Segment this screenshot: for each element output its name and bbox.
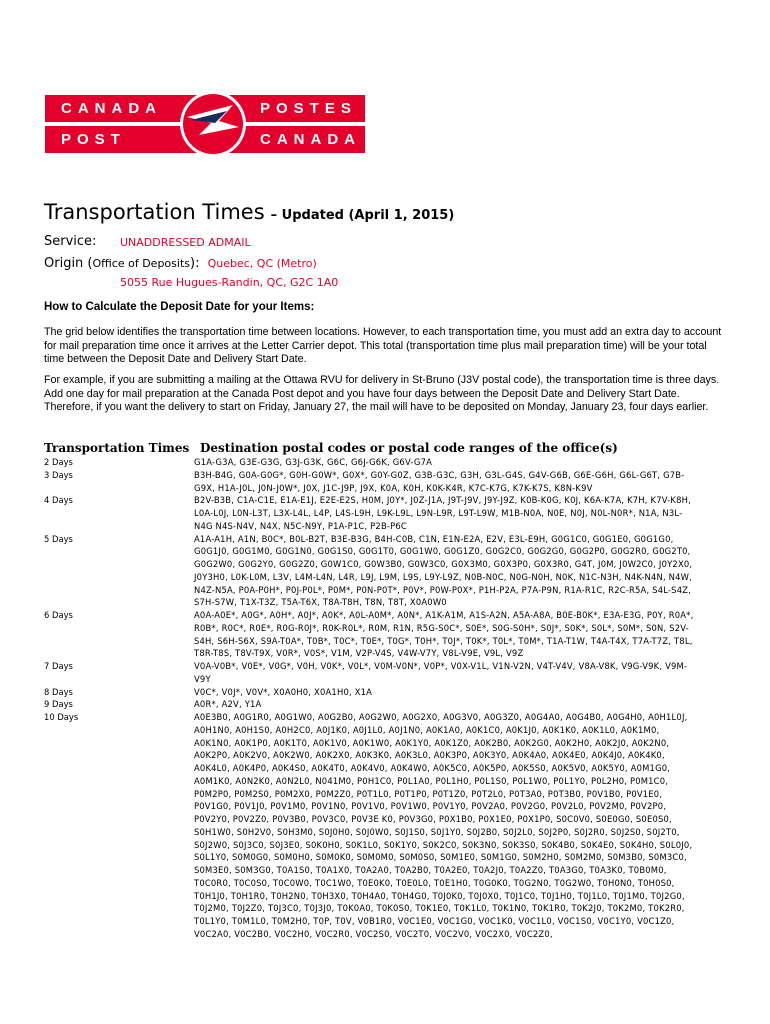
service-value: UNADDRESSED ADMAIL [120, 236, 251, 249]
canada-post-logo [45, 95, 365, 153]
row-days: 6 Days [44, 610, 73, 620]
table-row [44, 456, 724, 469]
table-row [44, 533, 724, 610]
logo-text-canada-fr: CANADA [260, 131, 361, 148]
paragraph-example: For example, if you are submitting a mailing at the Ottawa RVU for delivery in St-Bruno (J3V postal code), the transportation time is three days. Add one day for mail preparation at the Canada Post depot and you have four days between the Deposit Date and Delivery Start Date. Therefore, if you want the delivery to start on Friday, January 27, the mail will have to be deposited on Monday, January 23, four days earlier. [44, 374, 720, 413]
row-codes: A0R*, A2V, Y1A [194, 699, 262, 710]
canada-post-emblem-icon [173, 87, 253, 161]
row-days: 3 Days [44, 469, 73, 480]
transportation-table [44, 456, 724, 941]
row-codes: A0E3B0, A0G1R0, A0G1W0, A0G2B0, A0G2W0, A0G2X0, A0G3V0, A0G3Z0, A0G4A0, A0G4B0, A0G4H0, A0H1L0J, A0H1N0, A0H1S0, A0H2C0, A0J1K0, A0J1L0, A0J1N0, A0K1A0, A0K1C0, A0K1J0, A0K1K0, A0K1L0, A0K1M0, A0K1N0, A0K1P0, A0K1T0, A0K1V0, A0K1W0, A0K1Y0, A0K1Z0, A0K2B0, A0K2G0, A0K2H0, A0K2J0, A0K2N0, A0K2P0, A0K2V0, A0K2W0, A0K2X0, A0K3K0, A0K3L0, A0K3P0, A0K3Y0, A0K4A0, A0K4E0, A0K4J0, A0K4K0, A0K4L0, A0K4P0, A0K4S0, A0K4T0, A0K4V0, A0K4W0, A0K5C0, A0K5P0, A0K5S0, A0K5V0, A0K5Y0, A0M1G0, A0M1K0, A0N2K0, A0N2L0, N041M0, P0H1C0, P0L1A0, P0L1H0, P0L1S0, P0L1W0, P0L1Y0, P0L2H0, P0M1C0, P0M2P0, P0M2S0, P0M2X0, P0M2Z0, P0T1L0, P0T1P0, P0T1Z0, P0T2L0, P0T3A0, P0T3B0, P0V1B0, P0V1E0, P0V1G0, P0V1J0, P0V1M0, P0V1N0, P0V1V0, P0V1W0, P0V1Y0, P0V2A0, P0V2G0, P0V2L0, P0V2M0, P0V2P0, P0V2Y0, P0V2Z0, P0V3B0, P0V3C0, P0V3E K0, P0V3G0, P0X1B0, P0X1E0, P0X1P0, S0C0V0, S0E0G0, S0E0S0, S0H1W0, S0H2V0, S0H3M0, S0J0H0, S0J0W0, S0J1S0, S0J1Y0, S0J2B0, S0J2L0, S0J2P0, S0J2R0, S0J2S0, S0J2T0, S0J2W0, S0J3C0, S0J3E0, S0K0H0, S0K1L0, S0K1Y0, S0K2C0, S0K3N0, S0K3S0, S0K4B0, S0K4E0, S0K4H0, S0L0J0, S0L1Y0, S0M0G0, S0M0H0, S0M0K0, S0M0M0, S0M0S0, S0M1E0, S0M1G0, S0M2H0, S0M2M0, S0M3B0, S0M3C0, S0M3E0, S0M3G0, T0A1S0, T0A1X0, T0A2A0, T0A2B0, T0A2E0, T0A2J0, T0A2Z0, T0A3G0, T0A3K0, T0B0M0, T0C0R0, T0C0S0, T0C0W0, T0C1W0, T0E0K0, T0E0L0, T0E1H0, T0G0K0, T0G2N0, T0G2W0, T0H0N0, T0H0S0, T0H1J0, T0H1R0, T0H2N0, T0H3X0, T0H4A0, T0H4G0, T0J0K0, T0J0X0, T0J1C0, T0J1H0, T0J1L0, T0J1M0, T0J2G0, T0J2M0, T0J2Z0, T0J3C0, T0J3J0, T0K0A0, T0K0S0, T0K1E0, T0K1L0, T0K1N0, T0K1R0, T0K2J0, T0K2M0, T0K2R0, T0L1Y0, T0M1L0, T0M2H0, T0P, T0V, V0B1R0, V0C1E0, V0C1G0, V0C1K0, V0C1L0, V0C1S0, V0C1Y0, V0C1Z0, V0C2A0, V0C2B0, V0C2H0, V0C2R0, V0C2S0, V0C2T0, V0C2V0, V0C2X0, V0C2Z0, [194, 712, 693, 939]
row-days: 9 Days [44, 699, 73, 710]
table-row [44, 686, 724, 699]
row-codes: B3H-B4G, G0A-G0G*, G0H-G0W*, G0X*, G0Y-G0Z, G3B-G3C, G3H, G3L-G4S, G4V-G6B, G6E-G6H, G6L-G6T, G7B-G9X, H1A-J0L, J0N-J0W*, J0X, J1C-J9P, J9X, K0A, K0H, K0K-K4R, K7C-K7G, K7K-K7S, K8N-K9V [194, 469, 685, 493]
table-header-destination: Destination postal codes or postal code ranges of the office(s) [200, 441, 618, 455]
table-row [44, 698, 724, 711]
logo-text-post: POST [61, 131, 126, 148]
page-title [44, 200, 454, 224]
row-codes: B2V-B3B, C1A-C1E, E1A-E1J, E2E-E2S, H0M, J0Y*, J0Z-J1A, J9T-J9V, J9Y-J9Z, K0B-K0G, K0J, K6A-K7A, K7H, K7V-K8H, L0A-L0J, L0N-L3T, L3X-L4L, L4P, L4S-L9H, L9K-L9L, L9N-L9R, L9T-L9W, M1B-N0A, N0E, N0J, N0L-N0R*, N1A, N3L-N4G N4S-N4V, N4X, N5C-N9Y, P1A-P1C, P2B-P6C [194, 495, 691, 531]
row-days: 5 Days [44, 533, 73, 544]
logo-text-postes: POSTES [260, 100, 357, 117]
logo-text-canada: CANADA [61, 100, 162, 117]
origin-label-end: ): [190, 256, 200, 271]
row-days: 2 Days [44, 457, 73, 467]
row-codes: V0C*, V0J*, V0V*, X0A0H0, X0A1H0, X1A [194, 686, 373, 697]
origin-label-small: Office of Deposits [92, 257, 190, 270]
origin-label: Origin ( [44, 256, 93, 271]
title-text: Transportation Times [44, 200, 265, 224]
row-codes: G1A-G3A, G3E-G3G, G3J-G3K, G6C, G6J-G6K, G6V-G7A [194, 457, 433, 467]
row-days: 10 Days [44, 712, 79, 722]
howto-heading: How to Calculate the Deposit Date for your Items: [44, 301, 315, 313]
service-label: Service: [44, 234, 97, 249]
table-row [44, 494, 724, 532]
origin-row [44, 256, 317, 271]
row-codes: A0A-A0E*, A0G*, A0H*, A0J*, A0K*, A0L-A0M*, A0N*, A1K-A1M, A1S-A2N, A5A-A8A, B0E-B0K*, E3A-E3G, P0Y, R0A*, R0B*, R0C*, R0E*, R0G-R0J*, R0K-R0L*, R0M, R1N, R5G-S0C*, S0E*, S0G-S0H*, S0J*, S0K*, S0L*, S0M*, S0N, S2V-S4H, S6H-S6X, S9A-T0A*, T0B*, T0C*, T0E*, T0G*, T0H*, T0J*, T0K*, T0L*, T0M*, T1A-T1W, T4A-T4X, T7A-T7Z, T8L, T8R-T8S, T8V-T9X, V0R*, V0S*, V1M, V2P-V4S, V4W-V7Y, V8L-V9E, V9L, V9Z [194, 610, 694, 659]
table-row [44, 711, 724, 941]
table-row [44, 609, 724, 660]
row-days: 7 Days [44, 661, 73, 671]
row-codes: V0A-V0B*, V0E*, V0G*, V0H, V0K*, V0L*, V0M-V0N*, V0P*, V0X-V1L, V1N-V2N, V4T-V4V, V8A-V8K, V9G-V9K, V9M-V9Y [194, 661, 688, 684]
table-header-times: Transportation Times [44, 441, 190, 455]
row-codes: A1A-A1H, A1N, B0C*, B0L-B2T, B3E-B3G, B4H-C0B, C1N, E1N-E2A, E2V, E3L-E9H, G0G1C0, G0G1E0, G0G1G0, G0G1J0, G0G1M0, G0G1N0, G0G1S0, G0G1T0, G0G1W0, G0G1Z0, G0G2C0, G0G2G0, G0G2P0, G0G2R0, G0G2T0, G0G2W0, G0G2Y0, G0G2Z0, G0W1C0, G0W3B0, G0W3C0, G0X3M0, G0X3P0, G0X3R0, G4T, J0M, J0W2C0, J0Y2X0, J0Y3H0, L0K-L0M, L3V, L4M-L4N, L4R, L9J, L9M, L9S, L9Y-L9Z, N0B-N0C, N0G-N0H, N0K, N1C-N3H, N4K-N4N, N4W, N4Z-N5A, P0A-P0H*, P0J-P0L*, P0M*, P0N-P0T*, P0V*, P0W-P0X*, P1H-P2A, P7A-P9N, R1A-R1C, R2C-R5A, S4L-S4Z, S7H-S7W, T1X-T3Z, T5A-T6X, T8A-T8H, T8N, T8T, X0A0W0 [194, 533, 693, 608]
row-days: 8 Days [44, 686, 73, 697]
table-row [44, 660, 724, 686]
origin-address: 5055 Rue Hugues-Randin, QC, G2C 1A0 [120, 276, 339, 289]
table-row [44, 469, 724, 495]
row-days: 4 Days [44, 495, 73, 506]
updated-date: – Updated (April 1, 2015) [270, 208, 455, 223]
paragraph-grid-explanation: The grid below identifies the transportation time between locations. However, to each transportation time, you must add an extra day to account for mail preparation time once it arrives at the Letter Carrier depot. This total (transportation time plus mail preparation time) will be your total time between the Deposit Date and Delivery Start Date. [44, 326, 722, 365]
origin-value: Quebec, QC (Metro) [207, 257, 317, 270]
